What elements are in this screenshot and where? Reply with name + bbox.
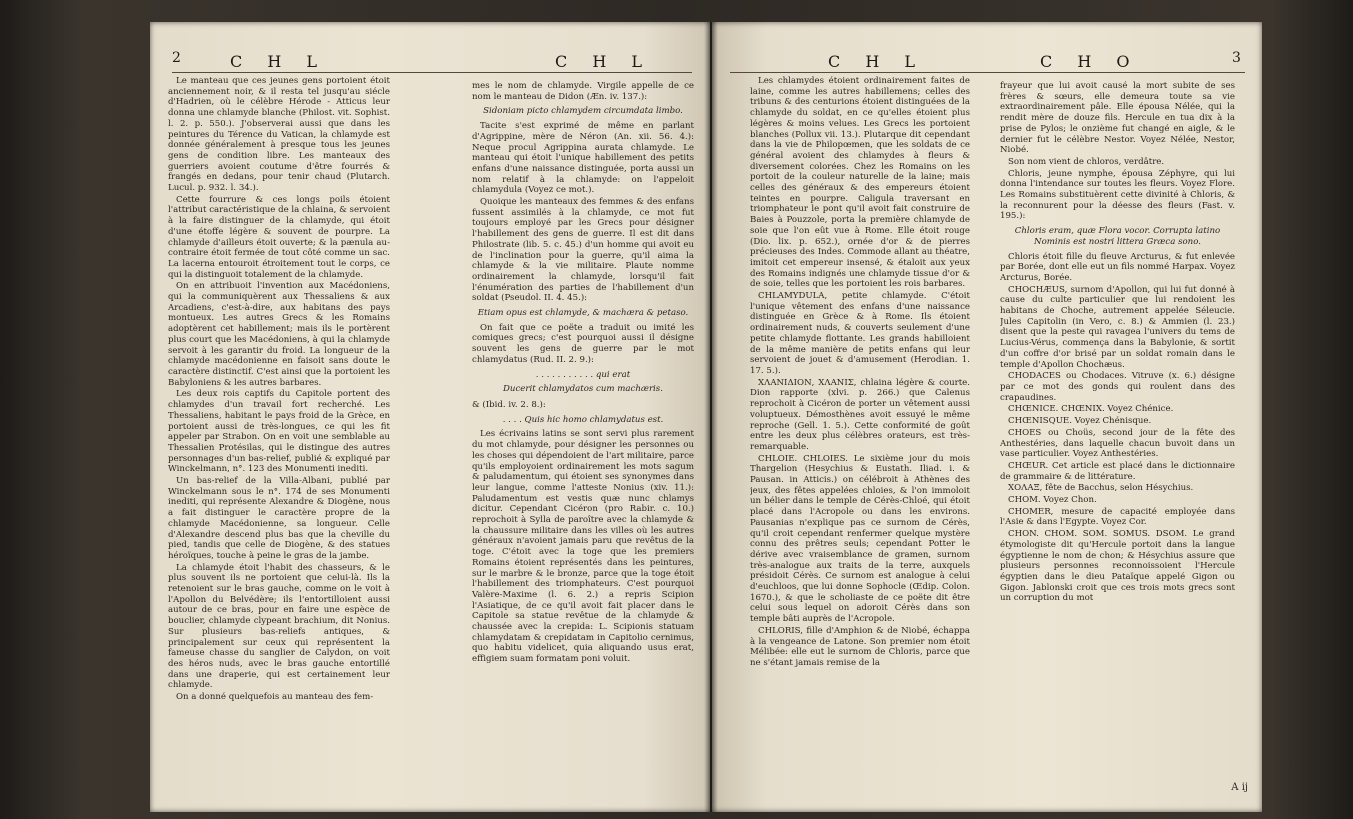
paragraph: ΧΛΑΝΙΔΙΟΝ, ΧΛΑΝΙΣ, chlaina légère & courte. Dion rapporte (xlvi. p. 266.) que Calenus reprochoit à Cicéron de porter un vêtement aussi voluptueux. Démosthènes avoit essuyé le même reproche (Gell. 1. 5.). Cette conformité de goût entre les deux plus célèbres orateurs, est très-remarquable. [750, 377, 970, 452]
signature-mark: A ij [1231, 782, 1248, 793]
paragraph: ΧΟΛΑΞ, fête de Bacchus, selon Hésychius. [1008, 483, 1194, 494]
paragraph: CHODACES ou Chodaces. Vitruve (x. 6.) désigne par ce mot des gonds qui roulent dans des crapaudines. [1000, 371, 1235, 403]
quotation: Ducerit chlamydatos cum machæris. [503, 384, 663, 395]
left-header-left: C H L [230, 52, 327, 71]
paragraph: Chloris, jeune nymphe, épousa Zéphyre, qui lui donna l'intendance sur toutes les fleurs. Voyez Flore. Les Romains substituèrent cette divinité à Chloris, & la reconnurent pour la déesse des fleurs (Fast. v. 195.): [1000, 168, 1235, 222]
left-column-1 [168, 76, 390, 804]
paragraph: CHOCHÆUS, surnom d'Apollon, qui lui fut donné à cause du culte particulier que lui rendoient les habitans de Choche, autrement appelée Séleucie. Jules Capitolin (in Vero, c. 8.) & Ammien (l. 23.) disent que la peste qui ravagea l'univers du tems de Lucius-Vérus, commença dans la Babylonie, & sortit d'un coffre d'or brisé par un soldat romain dans le temple d'Apollon Chochæus. [1000, 284, 1235, 370]
quotation: Etiam opus est chlamyde, & machæra & petaso. [477, 308, 689, 319]
paragraph: CHLAMYDULA, petite chlamyde. C'étoit l'unique vêtement des enfans d'une naissance distinguée en Grèce & à Rome. Ils étoient ordinairement nuds, & couverts seulement d'une petite chlamyde flottante. Les grands habilloient de la même manière de petits enfans qui leur servoient de jouet & d'amusement (Herodian. 1. 17. 5.). [750, 291, 970, 376]
paragraph: Chloris étoit fille du fleuve Arcturus, & fut enlevée par Borée, dont elle eut un fils nommé Harpax. Voyez Arcturus, Borée. [1000, 251, 1235, 283]
quotation: Sidoniam picto chlamydem circumdata limbo. [483, 106, 683, 117]
paragraph: CHON. CHOM. SOM. SOMUS. DSOM. Le grand étymologiste dit qu'Hercule portoit dans la langue égyptienne le nom de chon; & Hésychius assure que plusieurs personnes reconnoissoient l'Hercule égyptien dans le dieu Pataïque appelé Gigon ou Gigon. Jablonski croit que ces trois mots grecs sont un corruption du mot [1000, 529, 1235, 604]
left-column-2 [472, 76, 694, 804]
paragraph: CHLOIE. CHLOIES. Le sixième jour du mois Thargelion (Hesychius & Eustath. Iliad. i. & Pausan. in Atticis.) on célébroit à Athènes des jeux, des fêtes appelées chloies, & l'on immoloit un bélier dans le temple de Cérès-Chloé, qui étoit placé dans l'Acropole ou dans les environs. Pausanias n'explique pas ce surnom de Cérès, qu'il croit cependant renfermer quelque mystère connu des prêtres seuls; cependant Potter le dérive avec vraisemblance de gramen, surnom très-analogue aux traits de la terre, auxquels présidoit Cérès. Ce surnom est analogue à celui d'euchloos, que lui donne Sophocle (Œdip. Colon. 1670.), & que le scholiaste de ce poëte dit être celui sous lequel on adoroit Cérès dans son temple bâti auprès de l'Acropole. [750, 453, 970, 625]
paragraph: La chlamyde étoit l'habit des chasseurs, & le plus souvent ils ne portoient que celui-là. Ils la retenoient sur le bras gauche, comme on le voit à l'Apollon du Belvédère; ils l'entortilloient aussi autour de ce bras, pour en faire une espèce de bouclier, chlamyde clypeant brachium, dit Nonius. Sur plusieurs bas-reliefs antiques, & principalement sur ceux qui représentent la fameuse chasse du sanglier de Calydon, on voit des héros nuds, avec le bras gauche entortillé dans une draperie, qui est certainement leur chlamyde. [168, 562, 390, 691]
paragraph: On a donné quelquefois au manteau des fem- [176, 692, 374, 703]
book-gutter [704, 22, 718, 812]
paragraph: Les chlamydes étoient ordinairement faites de laine, comme les autres habillemens; celles des tribuns & des centurions étoient distinguées de la chlamyde du soldat, en ce qu'elles étoient plus légères & moins velues. Les Grecs les portoient blanches (Pollux vii. 13.). Plutarque dit cependant dans la vie de Philopœmen, que les soldats de ce général avoient des chlamydes à fleurs & diversement colorées. Chez les Romains on les portoit de la couleur naturelle de la laine; mais celles des généraux & des empereurs étoient teintes en pourpre. Caligula traversant en triomphateur le pont qu'il avoit fait construire de Baies à Pouzzole, porta la première chlamyde de soie que l'on eût vue à Rome. Elle étoit rouge (Dio. lix. p. 652.), ornée d'or & de pierres précieuses des Indes. Commode allant au théatre, imitoit cet empereur insensé, & étaloit aux yeux des Romains indignés une chlamyde tissue d'or & de soie, telles que les portoient les rois barbares. [750, 76, 970, 290]
paragraph: mes le nom de chlamyde. Virgile appelle de ce nom le manteau de Didon (Æn. iv. 137.): [472, 81, 694, 102]
paragraph: Un bas-relief de la Villa-Albani, publié par Winckelmann sous le n°. 174 de ses Monumenti inediti, qui représente Alexandre & Diogène, nous a fait distinguer le caractère propre de la chlamyde Macédonienne, sa longueur. Celle d'Alexandre descend plus bas que la cheville du pied, tandis que celle de Diogène, & des statues héroïques, touche à peine le gras de la jambe. [168, 476, 390, 561]
quotation: Chloris eram, quæ Flora vocor. Corrupta latino Nominis est nostri littera Græca sono. [1014, 226, 1221, 247]
paragraph: Les écrivains latins se sont servi plus rarement du mot chlamyde, pour désigner les personnes ou les choses qui dépendoient de l'art militaire, parce qu'ils employoient ordinairement les mots sagum & paludamentum, qui étoient ses synonymes dans leur langue, comme l'atteste Nonius (xiv. 11.): Paludamentum est vestis quæ nunc chlamys dicitur. Cependant Cicéron (pro Rabir. c. 10.) reprochoit à Sylla de paroître avec la chlamyde & la chaussure militaire dans les villes où les autres généraux n'avoient jamais paru que revêtus de la toge. C'étoit avec la toge que les premiers Romains étoient représentés dans les peintures, sur le marbre & le bronze, parce que la toge étoit l'habillement des triomphateurs. C'est pourquoi Valère-Maxime (l. 6. 2.) a repris Scipion l'Asiatique, de ce qu'il avoit fait placer dans le Capitole sa statue revêtue de la chlamyde & chaussée avec la crepida: L. Scipionis statuam chlamydatam & crepidatam in Capitolio cernimus, quo habitu videlicet, quia aliquando usus erat, effigiem suam formatam poni voluit. [472, 429, 694, 665]
paragraph: CHŒUR. Cet article est placé dans le dictionnaire de grammaire & de littérature. [1000, 460, 1235, 482]
right-folio: 3 [1232, 50, 1241, 66]
quotation: . . . . Quis hic homo chlamydatus est. [502, 414, 664, 425]
paragraph: CHOES ou Choüs, second jour de la fête des Anthestéries, dans laquelle chacun buvoit dans un vase particulier. Voyez Anthestéries. [1000, 427, 1235, 460]
paragraph: Les deux rois captifs du Capitole portent des chlamydes d'un travail fort recherché. Les Thessaliens, habitant le pays froid de la Grèce, en portoient aussi de très-longues, ce qui les fit appeler par Strabon. On en voit une semblable au Thessalien Protésilas, qui le distingue des autres personnages d'un bas-relief, publié & expliqué par Winckelmann, n°. 123 des Monumenti inediti. [168, 389, 390, 475]
paragraph: Le manteau que ces jeunes gens portoient étoit anciennement noir, & il resta tel jusqu'au siécle d'Hadrien, où le célèbre Hérode - Atticus leur donna une chlamyde blanche (Philost. vit. Sophist. l. 2. p. 550.). J'observerai aussi que dans les peintures du Térence du Vatican, la chlamyde est donnée généralement à presque tous les jeunes gens de condition libre. Les manteaux des guerriers avoient coutume d'être fourrés & frangés en dedans, pour tenir chaud (Plutarch. Lucul. p. 932. l. 34.). [168, 76, 390, 194]
right-header-right: C H O [1040, 52, 1140, 71]
paragraph: & (Ibid. iv. 2. 8.): [472, 399, 546, 410]
paragraph: CHOM. Voyez Chon. [1008, 495, 1097, 506]
paragraph: Cette fourrure & ces longs poils étoient l'attribut caractéristique de la chlaina, & servoient à la faire distinguer de la chlamyde, qui étoit d'une étoffe légère & souvent de pourpre. La chlamyde d'ailleurs étoit ouverte; & la pænula au-contraire étoit fermée de tout côté comme un sac. La lacerna entouroit étroitement tout le corps, ce qui la distinguoit totalement de la chlamyde. [168, 194, 390, 280]
paragraph: frayeur que lui avoit causé la mort subite de ses frères & sœurs, elle demeura toute sa vie extraordinairement pâle. Elle épousa Nélée, qui la rendit mère de douze fils. Hercule en tua dix à la prise de Pylos; le onzième fut changé en aigle, & le dernier fut le célèbre Nestor. Voyez Nélée, Nestor, Niobé. [1000, 81, 1235, 156]
paragraph: On en attribuoit l'invention aux Macédoniens, qui la communiquèrent aux Thessaliens & aux Arcadiens, c'est-à-dire, aux habitans des pays montueux. Les autres Grecs & les Romains adoptèrent cet habillement; mais ils le portèrent plus court que les Macédoniens, à qui la chlamyde servoit à les garantir du froid. La longueur de la chlamyde macédonienne en faisoit sans doute le caractère distinctif. C'est ainsi que la portoient les Babyloniens & les autres barbares. [168, 281, 390, 388]
paragraph: CHOMER, mesure de capacité employée dans l'Asie & dans l'Egypte. Voyez Cor. [1000, 506, 1235, 528]
right-column-2 [1000, 76, 1235, 804]
paragraph: CHLORIS, fille d'Amphion & de Niobé, échappa à la vengeance de Latone. Son premier nom étoit Mélibée: elle eut le surnom de Chloris, parce que ne s'étant jamais remise de la [750, 625, 970, 668]
right-header-rule [730, 72, 1245, 73]
paragraph: CHŒNISQUE. Voyez Chénisque. [1008, 416, 1152, 427]
left-header-rule [172, 72, 692, 73]
left-folio: 2 [172, 50, 181, 66]
right-column-1 [750, 76, 970, 804]
quotation: . . . . . . . . . . . qui erat [535, 369, 631, 380]
left-header-right: C H L [555, 52, 652, 71]
paragraph: On fait que ce poëte a traduit ou imité les comiques grecs; c'est pourquoi aussi il désigne souvent les gens de guerre par le mot chlamydatus (Rud. II. 2. 9.): [472, 322, 694, 365]
paragraph: Son nom vient de chloros, verdâtre. [1008, 156, 1165, 167]
paragraph: Quoique les manteaux des femmes & des enfans fussent assimilés à la chlamyde, ce mot fut toujours employé par les Grecs pour désigner l'habillement des gens de guerre. Il est dit dans Philostrate (lib. 5. c. 45.) d'un homme qui avoit eu de l'inclination pour la guerre, qu'il aima la chlamyde & la vie militaire. Plaute nomme ordinairement la chlamyde, lorsqu'il fait l'énumération des parties de l'habillement d'un soldat (Pseudol. II. 4. 45.): [472, 197, 694, 304]
paragraph: CHŒNICE. CHŒNIX. Voyez Chénice. [1008, 404, 1174, 415]
paragraph: Tacite s'est exprimé de même en parlant d'Agrippine, mère de Néron (An. xii. 56. 4.): Neque procul Agrippina aurata chlamyde. Le manteau qui étoit l'unique habillement des petits enfans d'une naissance distinguée, porta aussi un nom relatif à la chlamyde: on l'appeloit chlamydula (Voyez ce mot.). [472, 121, 694, 196]
right-header-left: C H L [828, 52, 925, 71]
